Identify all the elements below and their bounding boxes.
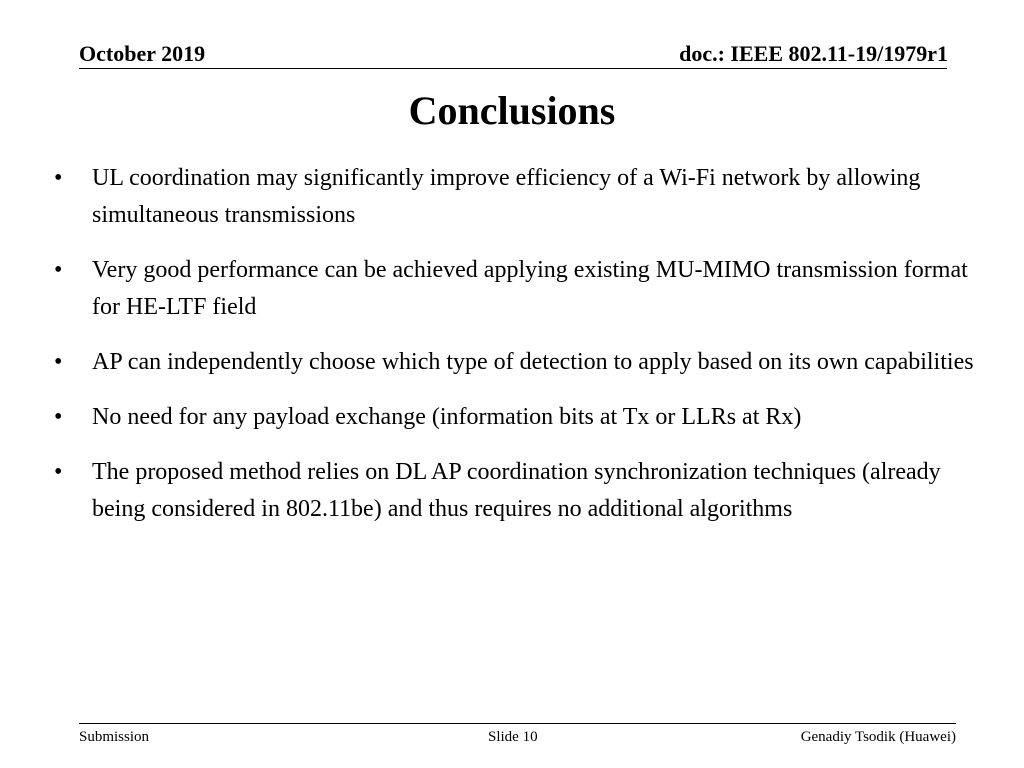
footer-author: Genadiy Tsodik (Huawei) bbox=[800, 729, 956, 745]
bullet-item bbox=[52, 399, 982, 436]
bullet-item bbox=[52, 454, 982, 528]
header-divider bbox=[79, 68, 947, 69]
header-date: October 2019 bbox=[79, 41, 206, 66]
bullet-text: AP can independently choose which type of detection to apply based on its own capabilities bbox=[92, 349, 974, 375]
footer-slide-number: Slide 10 bbox=[488, 729, 538, 745]
bullet-text: UL coordination may significantly improve efficiency of a Wi-Fi network by allowing simultaneous transmissions bbox=[92, 165, 921, 228]
bullet-text: The proposed method relies on DL AP coordination synchronization techniques (already being considered in 802.11be) and thus requires no additional algorithms bbox=[92, 459, 941, 522]
footer-submission: Submission bbox=[79, 729, 150, 745]
bullet-dot-icon: • bbox=[54, 349, 63, 375]
bullet-text: No need for any payload exchange (information bits at Tx or LLRs at Rx) bbox=[92, 404, 802, 430]
bullet-dot-icon: • bbox=[54, 165, 63, 191]
header-doc-id: doc.: IEEE 802.11-19/1979r1 bbox=[679, 41, 948, 66]
bullet-list bbox=[52, 160, 982, 546]
slide-title: Conclusions bbox=[408, 88, 616, 133]
bullet-text: Very good performance can be achieved applying existing MU-MIMO transmission format for HE-LTF field bbox=[92, 257, 968, 320]
bullet-item bbox=[52, 344, 982, 381]
bullet-item bbox=[52, 160, 982, 234]
bullet-dot-icon: • bbox=[54, 404, 63, 430]
bullet-dot-icon: • bbox=[54, 257, 63, 283]
footer-divider bbox=[79, 723, 956, 724]
bullet-item bbox=[52, 252, 982, 326]
bullet-dot-icon: • bbox=[54, 459, 63, 485]
